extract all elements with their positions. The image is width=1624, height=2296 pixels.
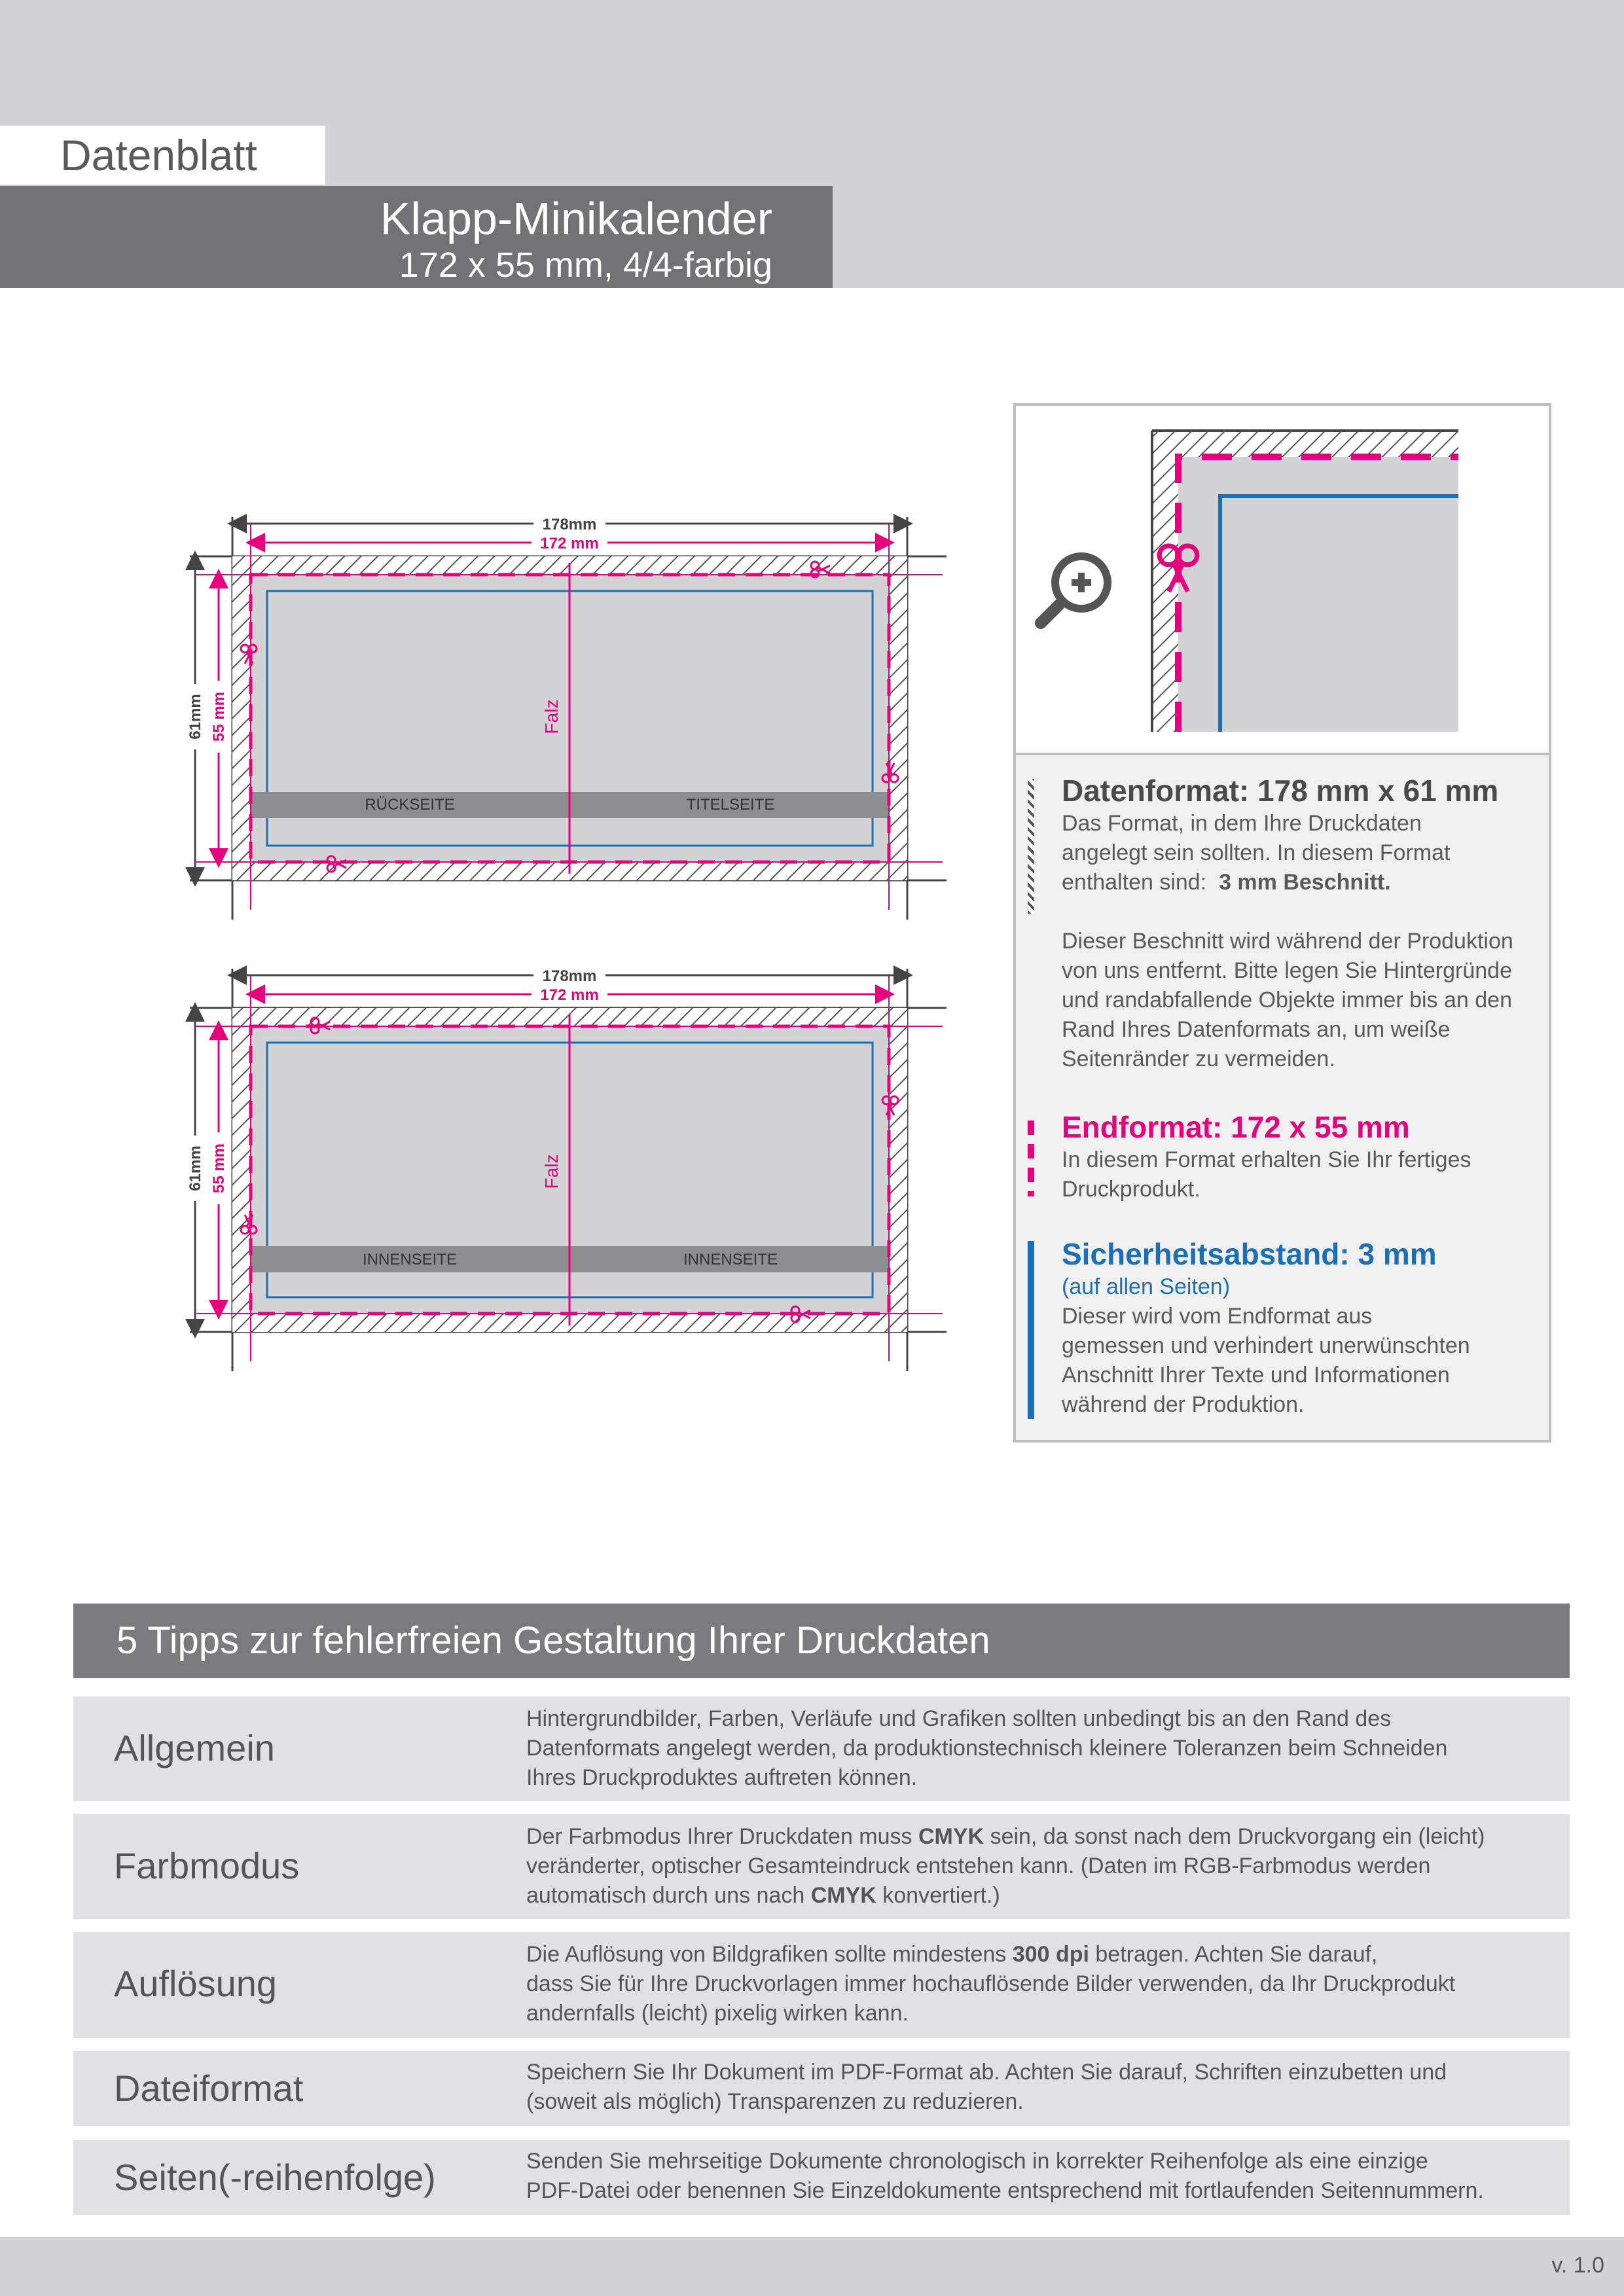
diagram-front — [186, 514, 947, 920]
dim-height-outer: 61mm — [187, 694, 204, 740]
fold-label: Falz — [541, 699, 562, 734]
tip-text: Hintergrundbilder, Farben, Verläufe und Grafiken sollten unbedingt bis an den Rand des Datenformats angelegt werden, da produktionstechnisch kleinere Toleranzen beim Schneiden Ihres Druckproduktes auftreten können. — [526, 1706, 1448, 1790]
product-title: Klapp-Minikalender — [380, 193, 772, 244]
endformat-section — [1062, 1109, 1533, 1204]
zoom-detail — [1016, 406, 1549, 755]
datenformat-section — [1062, 772, 1533, 1074]
sicherheit-title: Sicherheitsabstand: 3 mm — [1062, 1237, 1437, 1271]
product-spec: 172 x 55 mm, 4/4-farbig — [399, 245, 772, 285]
tip-name: Seiten(-reihenfolge) — [114, 2157, 436, 2198]
dim-width-inner: 172 mm — [540, 986, 599, 1004]
endformat-marker — [1028, 1121, 1034, 1196]
diagram-back — [186, 966, 947, 1371]
panel-label-right: TITELSEITE — [686, 796, 775, 814]
tip-row — [73, 1696, 1570, 1801]
dim-width-inner: 172 mm — [540, 535, 599, 552]
tip-text: Speichern Sie Ihr Dokument im PDF-Format ab. Achten Sie darauf, Schriften einzubetten und (soweit als möglich) Transparenzen zu reduzieren. — [526, 2060, 1447, 2114]
tips-heading: 5 Tipps zur fehlerfreien Gestaltung Ihrer Druckdaten — [73, 1604, 1570, 1678]
tip-text: Senden Sie mehrseitige Dokumente chronologisch in korrekter Reihenfolge als eine einzige PDF-Datei oder benennen Sie Einzeldokumente entsprechend mit fortlaufenden Seitennummern. — [526, 2149, 1484, 2203]
tip-name: Auflösung — [114, 1963, 278, 2004]
tip-row — [73, 2140, 1570, 2215]
version-label: v. 1.0 — [1551, 2253, 1604, 2278]
tip-row — [73, 2051, 1570, 2126]
sicherheit-text: gemessen und verhindert unerwünschten — [1062, 1333, 1470, 1358]
panel-label-left: RÜCKSEITE — [365, 796, 455, 814]
datenformat-text: von uns entfernt. Bitte legen Sie Hintergründe — [1062, 958, 1512, 983]
dim-height-inner: 55 mm — [210, 1143, 228, 1194]
tip-name: Dateiformat — [114, 2068, 304, 2109]
datenformat-text: und randabfallende Objekte immer bis an den — [1062, 988, 1512, 1013]
sicherheit-text: Dieser wird vom Endformat aus — [1062, 1304, 1373, 1329]
dim-width-outer: 178mm — [542, 967, 597, 985]
tip-text: Der Farbmodus Ihrer Druckdaten muss CMYK sein, da sonst nach dem Druckvorgang ein (leicht) veränderter, optischer Gesamteindruck entstehen kann. (Daten im RGB-Farbmodus werden automatisch durch uns nach CMYK konvertiert.) — [526, 1824, 1485, 1908]
sicherheit-text: während der Produktion. — [1062, 1392, 1305, 1417]
datenformat-text: Rand Ihres Datenformats an, um weiße — [1062, 1017, 1451, 1042]
endformat-title: Endformat: 172 x 55 mm — [1062, 1110, 1410, 1144]
format-info-box — [1013, 403, 1551, 1443]
tip-name: Allgemein — [114, 1727, 275, 1768]
tip-text: Die Auflösung von Bildgrafiken sollte mindestens 300 dpi betragen. Achten Sie darauf, dass Sie für Ihre Druckvorlagen immer hochauflösende Bilder verwenden, da Ihr Druckprodukt andernfalls (leicht) pixelig wirken kann. — [526, 1942, 1456, 2026]
panel-label-right: INNENSEITE — [683, 1251, 778, 1268]
datenformat-title: Datenformat: 178 mm x 61 mm — [1062, 774, 1499, 808]
tip-row — [73, 1814, 1570, 1919]
sicherheit-section — [1062, 1236, 1533, 1420]
panel-label-left: INNENSEITE — [362, 1251, 458, 1268]
datenformat-text: enthalten sind: 3 mm Beschnitt. — [1062, 870, 1391, 895]
dim-width-outer: 178mm — [542, 516, 597, 533]
dim-height-outer: 61mm — [187, 1145, 204, 1191]
sicherheit-subtitle: (auf allen Seiten) — [1062, 1274, 1231, 1299]
footer — [0, 2237, 1624, 2296]
datenformat-marker — [1028, 779, 1034, 914]
doc-label: Datenblatt — [0, 126, 325, 185]
tip-row — [73, 1932, 1570, 2038]
zoom-detail-graphic — [1016, 406, 1549, 750]
sicherheit-marker — [1028, 1241, 1034, 1419]
datenformat-text: Dieser Beschnitt wird während der Produktion — [1062, 929, 1513, 954]
dim-height-inner: 55 mm — [210, 691, 228, 742]
endformat-text: In diesem Format erhalten Sie Ihr fertiges — [1062, 1147, 1471, 1172]
datenformat-text: Seitenränder zu vermeiden. — [1062, 1047, 1335, 1071]
sicherheit-text: Anschnitt Ihrer Texte und Informationen — [1062, 1363, 1450, 1388]
datenformat-text: Das Format, in dem Ihre Druckdaten — [1062, 811, 1422, 836]
datenformat-text: angelegt sein sollten. In diesem Format — [1062, 840, 1451, 865]
fold-label: Falz — [541, 1154, 562, 1189]
endformat-text: Druckprodukt. — [1062, 1177, 1200, 1202]
tip-name: Farbmodus — [114, 1845, 300, 1886]
zoom-icon — [1041, 552, 1111, 623]
